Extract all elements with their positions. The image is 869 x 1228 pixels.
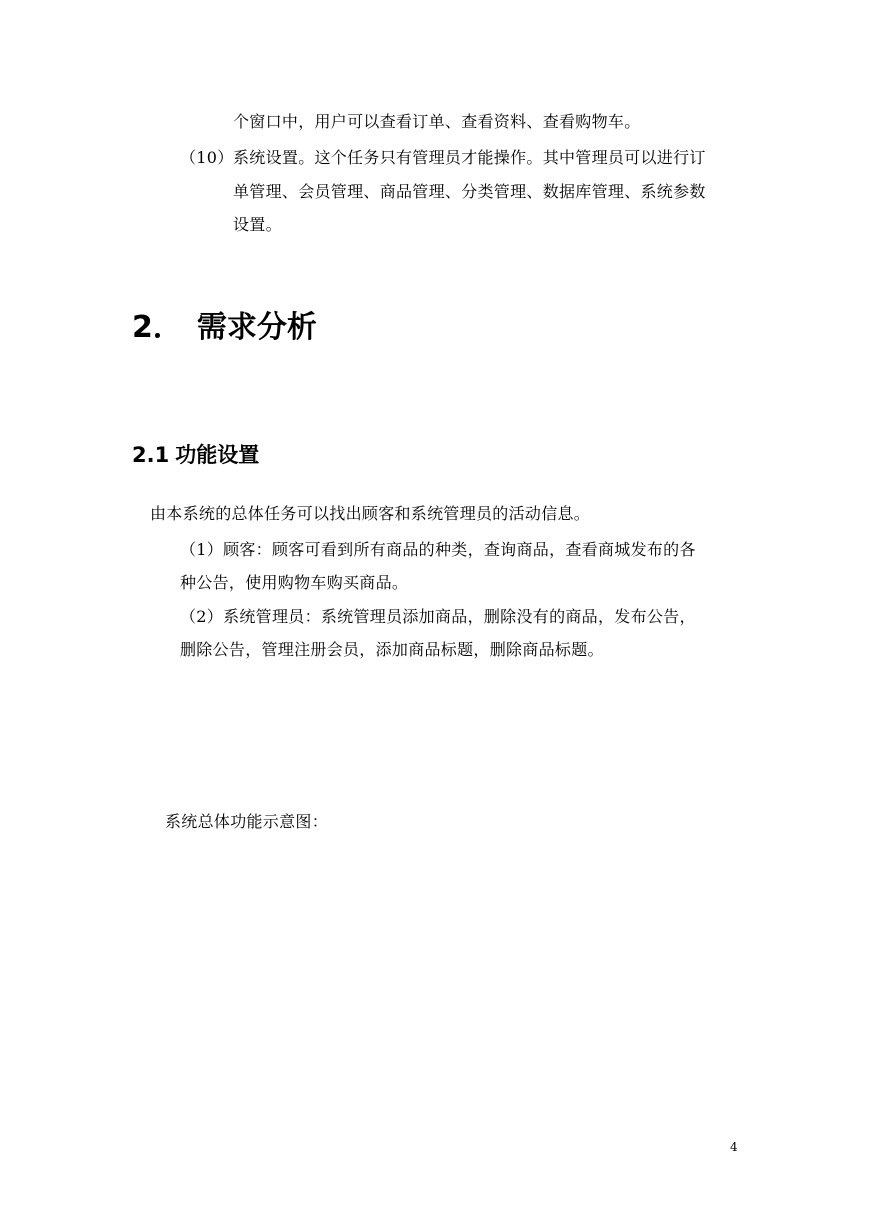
admin-item-line-1: （2）系统管理员：系统管理员添加商品，删除没有的商品，发布公告， <box>180 607 696 626</box>
list-item-10-line-2: 单管理、会员管理、商品管理、分类管理、数据库管理、系统参数 <box>233 182 706 201</box>
list-item-10-line-3: 设置。 <box>233 215 282 234</box>
section-heading <box>132 441 259 469</box>
intro-paragraph: 由本系统的总体任务可以找出顾客和系统管理员的活动信息。 <box>150 504 591 523</box>
section-title: 功能设置 <box>175 443 260 467</box>
customer-item-line-2: 种公告，使用购物车购买商品。 <box>180 573 409 592</box>
chapter-heading <box>132 308 317 348</box>
page-number: 4 <box>730 1140 738 1154</box>
customer-item-line-1: （1）顾客：顾客可看到所有商品的种类，查询商品，查看商城发布的各 <box>180 540 696 559</box>
chapter-title: 需求分析 <box>196 310 317 345</box>
section-number: 2.1 <box>132 443 170 467</box>
figure-caption: 系统总体功能示意图： <box>165 812 329 831</box>
list-continuation-line: 个窗口中，用户可以查看订单、查看资料、查看购物车。 <box>233 112 641 131</box>
chapter-number: 2． <box>132 310 183 345</box>
list-item-10-number: （10） <box>180 148 234 167</box>
admin-item-line-2: 删除公告，管理注册会员，添加商品标题，删除商品标题。 <box>180 640 604 659</box>
list-item-10-line-1: 系统设置。这个任务只有管理员才能操作。其中管理员可以进行订 <box>233 148 706 167</box>
